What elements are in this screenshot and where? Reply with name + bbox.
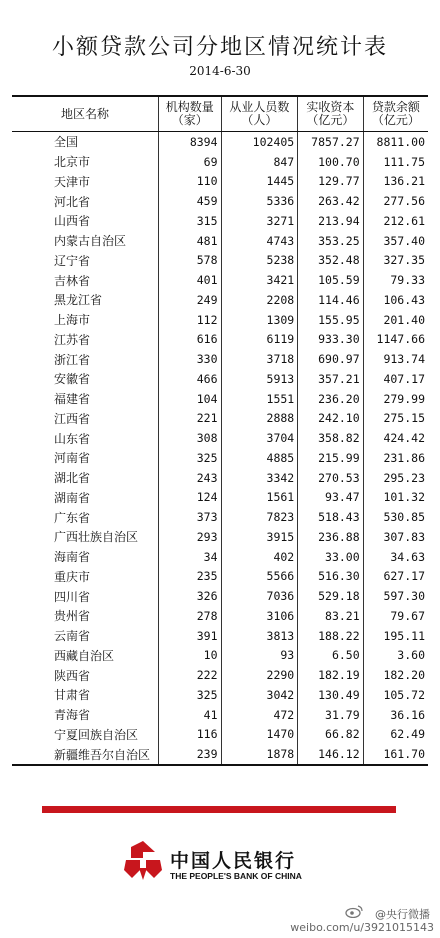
region-cell: 青海省: [54, 708, 91, 723]
col-header-capital: [298, 96, 363, 132]
region-cell: 浙江省: [54, 352, 91, 367]
institutions-cell: 222: [159, 665, 222, 685]
region-cell: 陕西省: [54, 668, 91, 683]
capital-cell: 215.99: [298, 448, 363, 468]
region-cell: 新疆维吾尔自治区: [12, 744, 159, 765]
capital-cell: 353.25: [298, 231, 363, 251]
institutions-cell: 373: [159, 507, 222, 527]
col-header-region: [12, 96, 159, 132]
table-row: [12, 428, 428, 448]
employees-cell: 6119: [221, 330, 298, 350]
watermark-account: @央行微播: [375, 908, 430, 921]
loans-cell: 8811.00: [363, 132, 428, 152]
loans-cell: 277.56: [363, 191, 428, 211]
table-row: [12, 152, 428, 172]
employees-cell: 3421: [221, 270, 298, 290]
employees-cell: 4885: [221, 448, 298, 468]
capital-cell: 358.82: [298, 428, 363, 448]
region-cell: 云南省: [54, 629, 91, 644]
table-row: [12, 310, 428, 330]
institutions-cell: 330: [159, 349, 222, 369]
loans-cell: 279.99: [363, 389, 428, 409]
employees-cell: 847: [221, 152, 298, 172]
employees-cell: 402: [221, 547, 298, 567]
loans-cell: 79.67: [363, 606, 428, 626]
institutions-cell: 481: [159, 231, 222, 251]
employees-cell: 7823: [221, 507, 298, 527]
table-body: [12, 132, 428, 766]
table-row: [12, 132, 428, 152]
employees-cell: 3704: [221, 428, 298, 448]
institutions-cell: 34: [159, 547, 222, 567]
capital-cell: 33.00: [298, 547, 363, 567]
capital-cell: 100.70: [298, 152, 363, 172]
capital-cell: 6.50: [298, 646, 363, 666]
capital-cell: 146.12: [298, 744, 363, 765]
stats-table: [12, 95, 428, 766]
col-header-institutions-unit: （家）: [171, 113, 208, 127]
capital-cell: 357.21: [298, 369, 363, 389]
institutions-cell: 391: [159, 626, 222, 646]
capital-cell: 236.20: [298, 389, 363, 409]
loans-cell: 407.17: [363, 369, 428, 389]
red-divider-bar: [42, 806, 396, 813]
region-cell: 重庆市: [54, 569, 91, 584]
employees-cell: 93: [221, 646, 298, 666]
capital-cell: 690.97: [298, 349, 363, 369]
employees-cell: 472: [221, 705, 298, 725]
loans-cell: 182.20: [363, 665, 428, 685]
institutions-cell: 616: [159, 330, 222, 350]
capital-cell: 263.42: [298, 191, 363, 211]
region-cell: 江西省: [54, 411, 91, 426]
loans-cell: 212.61: [363, 211, 428, 231]
capital-cell: 188.22: [298, 626, 363, 646]
col-header-institutions-label: 机构数量: [165, 100, 214, 114]
capital-cell: 66.82: [298, 725, 363, 745]
employees-cell: 3813: [221, 626, 298, 646]
institutions-cell: 110: [159, 172, 222, 192]
capital-cell: 130.49: [298, 685, 363, 705]
col-header-institutions: [159, 96, 222, 132]
loans-cell: 161.70: [363, 744, 428, 765]
employees-cell: 1309: [221, 310, 298, 330]
loans-cell: 913.74: [363, 349, 428, 369]
loans-cell: 136.21: [363, 172, 428, 192]
region-cell: 辽宁省: [54, 253, 91, 268]
loans-cell: 106.43: [363, 290, 428, 310]
table-row: [12, 389, 428, 409]
loans-cell: 101.32: [363, 488, 428, 508]
employees-cell: 1445: [221, 172, 298, 192]
region-cell: 山西省: [54, 214, 91, 229]
loans-cell: 295.23: [363, 468, 428, 488]
institutions-cell: 325: [159, 448, 222, 468]
bank-name-cn: 中国人民银行: [170, 850, 297, 872]
col-header-employees: [221, 96, 298, 132]
table-row: [12, 231, 428, 251]
capital-cell: 93.47: [298, 488, 363, 508]
capital-cell: 352.48: [298, 251, 363, 271]
region-cell: 北京市: [54, 155, 91, 170]
bank-name-en: THE PEOPLE'S BANK OF CHINA: [170, 871, 302, 881]
weibo-icon: [344, 904, 364, 918]
region-cell: 海南省: [54, 550, 91, 565]
loans-cell: 327.35: [363, 251, 428, 271]
loans-cell: 111.75: [363, 152, 428, 172]
table-row: [12, 191, 428, 211]
institutions-cell: 116: [159, 725, 222, 745]
region-cell: 湖南省: [54, 490, 91, 505]
col-header-loans: [363, 96, 428, 132]
capital-cell: 213.94: [298, 211, 363, 231]
institutions-cell: 278: [159, 606, 222, 626]
employees-cell: 3271: [221, 211, 298, 231]
report-date: 2014-6-30: [189, 64, 251, 78]
loans-cell: 62.49: [363, 725, 428, 745]
table-row: [12, 349, 428, 369]
loans-cell: 307.83: [363, 527, 428, 547]
table-row: [12, 211, 428, 231]
institutions-cell: 235: [159, 567, 222, 587]
institutions-cell: 466: [159, 369, 222, 389]
employees-cell: 3042: [221, 685, 298, 705]
employees-cell: 4743: [221, 231, 298, 251]
loans-cell: 195.11: [363, 626, 428, 646]
loans-cell: 275.15: [363, 409, 428, 429]
employees-cell: 5238: [221, 251, 298, 271]
loans-cell: 3.60: [363, 646, 428, 666]
loans-cell: 627.17: [363, 567, 428, 587]
institutions-cell: 10: [159, 646, 222, 666]
employees-cell: 1551: [221, 389, 298, 409]
capital-cell: 529.18: [298, 586, 363, 606]
employees-cell: 5566: [221, 567, 298, 587]
region-cell: 内蒙古自治区: [54, 234, 127, 249]
capital-cell: 182.19: [298, 665, 363, 685]
region-cell: 湖北省: [54, 471, 91, 486]
loans-cell: 1147.66: [363, 330, 428, 350]
region-cell: 甘肃省: [54, 688, 91, 703]
table-row: [12, 547, 428, 567]
table-row: [12, 705, 428, 725]
employees-cell: 1878: [221, 744, 298, 765]
loans-cell: 34.63: [363, 547, 428, 567]
table-row: [12, 744, 428, 765]
institutions-cell: 124: [159, 488, 222, 508]
capital-cell: 270.53: [298, 468, 363, 488]
institutions-cell: 459: [159, 191, 222, 211]
table-row: [12, 646, 428, 666]
table-row: [12, 330, 428, 350]
region-cell: 宁夏回族自治区: [54, 727, 139, 742]
employees-cell: 3915: [221, 527, 298, 547]
institutions-cell: 326: [159, 586, 222, 606]
table-header: [12, 96, 428, 132]
capital-cell: 114.46: [298, 290, 363, 310]
table-row: [12, 685, 428, 705]
loans-cell: 105.72: [363, 685, 428, 705]
region-cell: 河南省: [54, 451, 91, 466]
region-cell: 吉林省: [54, 273, 91, 288]
institutions-cell: 239: [159, 744, 222, 765]
region-cell: 上海市: [54, 313, 91, 328]
capital-cell: 7857.27: [298, 132, 363, 152]
table-row: [12, 567, 428, 587]
loans-cell: 597.30: [363, 586, 428, 606]
table-row: [12, 448, 428, 468]
table-row: [12, 369, 428, 389]
region-cell: 天津市: [54, 174, 91, 189]
employees-cell: 3342: [221, 468, 298, 488]
capital-cell: 155.95: [298, 310, 363, 330]
col-header-region-label: 地区名称: [60, 106, 109, 121]
capital-cell: 31.79: [298, 705, 363, 725]
institutions-cell: 69: [159, 152, 222, 172]
region-cell: 广东省: [54, 510, 91, 525]
table-row: [12, 606, 428, 626]
capital-cell: 518.43: [298, 507, 363, 527]
table-row: [12, 290, 428, 310]
employees-cell: 2290: [221, 665, 298, 685]
institutions-cell: 104: [159, 389, 222, 409]
table-row: [12, 251, 428, 271]
employees-cell: 3106: [221, 606, 298, 626]
col-header-loans-unit: （亿元）: [371, 113, 420, 127]
watermark-url: weibo.com/u/3921015143: [290, 921, 434, 934]
loans-cell: 79.33: [363, 270, 428, 290]
col-header-capital-unit: （亿元）: [306, 113, 355, 127]
region-cell: 安徽省: [54, 372, 91, 387]
institutions-cell: 8394: [159, 132, 222, 152]
region-cell: 全国: [54, 135, 79, 150]
region-cell: 贵州省: [54, 609, 91, 624]
loans-cell: 424.42: [363, 428, 428, 448]
employees-cell: 5913: [221, 369, 298, 389]
employees-cell: 5336: [221, 191, 298, 211]
institutions-cell: 315: [159, 211, 222, 231]
institutions-cell: 221: [159, 409, 222, 429]
capital-cell: 83.21: [298, 606, 363, 626]
col-header-employees-label: 从业人员数: [229, 100, 290, 114]
capital-cell: 129.77: [298, 172, 363, 192]
institutions-cell: 325: [159, 685, 222, 705]
table-row: [12, 468, 428, 488]
table-row: [12, 409, 428, 429]
employees-cell: 2888: [221, 409, 298, 429]
table-row: [12, 172, 428, 192]
capital-cell: 933.30: [298, 330, 363, 350]
table-row: [12, 586, 428, 606]
loans-cell: 36.16: [363, 705, 428, 725]
region-cell: 四川省: [54, 589, 91, 604]
institutions-cell: 112: [159, 310, 222, 330]
institutions-cell: 401: [159, 270, 222, 290]
loans-cell: 201.40: [363, 310, 428, 330]
region-cell: 河北省: [54, 194, 91, 209]
table-row: [12, 270, 428, 290]
pboc-logo-icon: [120, 838, 166, 884]
region-cell: 西藏自治区: [54, 648, 115, 663]
table-row: [12, 527, 428, 547]
employees-cell: 1470: [221, 725, 298, 745]
col-header-capital-label: 实收资本: [306, 100, 355, 114]
institutions-cell: 578: [159, 251, 222, 271]
employees-cell: 7036: [221, 586, 298, 606]
page-title: 小额贷款公司分地区情况统计表: [51, 35, 388, 60]
institutions-cell: 308: [159, 428, 222, 448]
institutions-cell: 41: [159, 705, 222, 725]
table-row: [12, 665, 428, 685]
employees-cell: 1561: [221, 488, 298, 508]
table-row: [12, 725, 428, 745]
loans-cell: 231.86: [363, 448, 428, 468]
employees-cell: 3718: [221, 349, 298, 369]
institutions-cell: 293: [159, 527, 222, 547]
loans-cell: 530.85: [363, 507, 428, 527]
loans-cell: 357.40: [363, 231, 428, 251]
region-cell: 福建省: [54, 392, 91, 407]
region-cell: 江苏省: [54, 332, 91, 347]
capital-cell: 236.88: [298, 527, 363, 547]
employees-cell: 102405: [221, 132, 298, 152]
table-row: [12, 507, 428, 527]
institutions-cell: 249: [159, 290, 222, 310]
col-header-loans-label: 贷款余额: [371, 100, 420, 114]
capital-cell: 105.59: [298, 270, 363, 290]
region-cell: 广西壮族自治区: [54, 530, 139, 545]
region-cell: 山东省: [54, 431, 91, 446]
table-row: [12, 626, 428, 646]
region-cell: 黑龙江省: [54, 293, 103, 308]
capital-cell: 242.10: [298, 409, 363, 429]
header-row: [12, 96, 428, 132]
table-row: [12, 488, 428, 508]
institutions-cell: 243: [159, 468, 222, 488]
employees-cell: 2208: [221, 290, 298, 310]
capital-cell: 516.30: [298, 567, 363, 587]
col-header-employees-unit: （人）: [241, 113, 278, 127]
